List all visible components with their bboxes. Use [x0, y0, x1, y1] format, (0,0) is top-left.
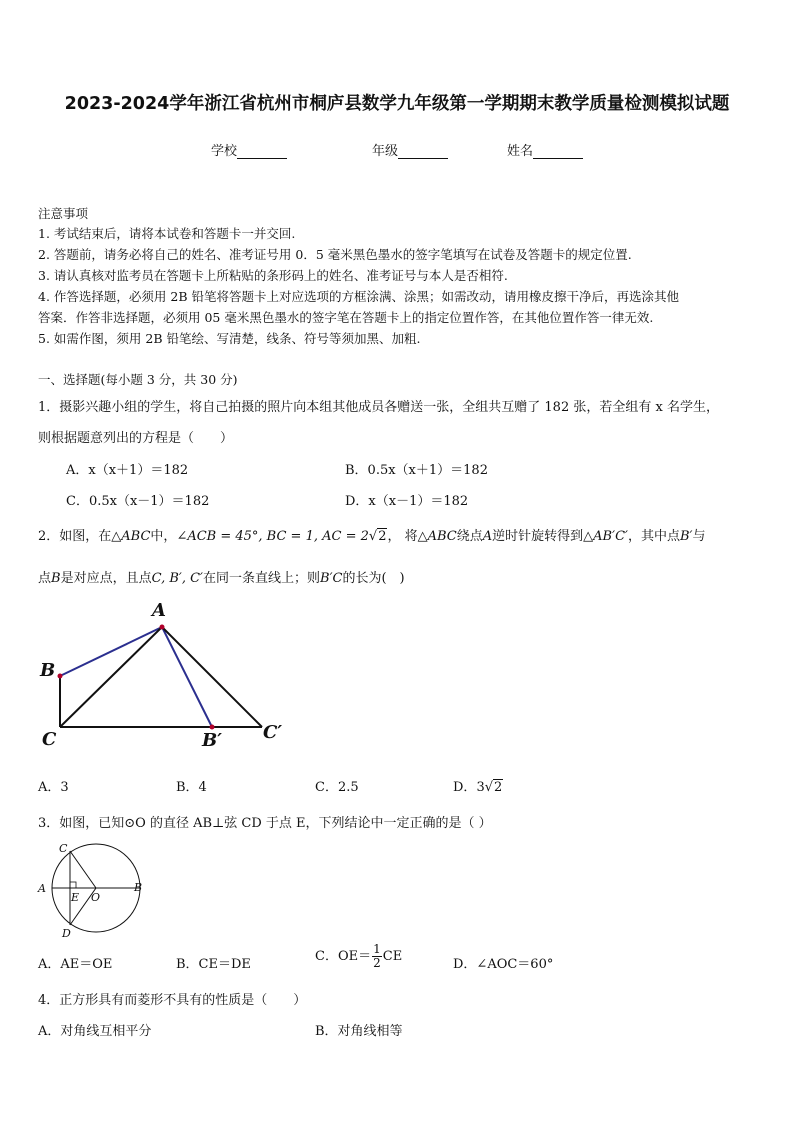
point-a: [160, 625, 165, 630]
grade-label: 年级: [372, 144, 399, 159]
q4-stem: 4．正方形具有而菱形不具有的性质是（ ）: [38, 993, 307, 1008]
q2-option-a[interactable]: A．3: [38, 780, 69, 795]
right-angle-mark: [70, 882, 76, 888]
q3-option-c-fraction: $\frac{1}{2}$: [373, 942, 381, 970]
notice-item: 1. 考试结束后，请将本试卷和答题卡一并交回.: [38, 226, 296, 241]
q2-math: △ABC: [111, 529, 151, 544]
q2-triangle-figure: [30, 598, 300, 753]
q2-stem-line1: [38, 525, 706, 544]
q2-option-d[interactable]: [453, 776, 503, 795]
q2-math: △ABC: [417, 529, 457, 544]
q2-text: 的长为( ): [342, 571, 405, 586]
q3-option-b[interactable]: B．CE＝DE: [176, 957, 251, 972]
q2-sqrt: √2: [368, 529, 387, 544]
segment-ab1: [162, 627, 212, 727]
q2-text: 点: [38, 571, 52, 586]
name-blank[interactable]: [533, 146, 583, 159]
q2-math: B′: [679, 529, 693, 544]
q2-math: B: [51, 571, 61, 586]
label-c: C: [42, 729, 57, 750]
label-o: O: [91, 891, 101, 904]
q2-text: 在同一条直线上；则: [203, 571, 321, 586]
school-label: 学校: [211, 144, 238, 159]
q3-option-c-suffix: CE: [382, 949, 403, 964]
q2-text: 2．如图，在: [38, 529, 112, 544]
q2-text: 绕点: [456, 529, 483, 544]
q1-option-d[interactable]: D．x（x－1）＝182: [345, 494, 469, 509]
point-b: [58, 674, 63, 679]
q3-option-a[interactable]: A．AE＝OE: [38, 957, 113, 972]
name-label: 姓名: [507, 144, 534, 159]
name-field[interactable]: [507, 140, 583, 159]
q2-text: ，其中点: [627, 529, 680, 544]
label-c: C: [59, 842, 68, 855]
q2-math: △AB′C′: [583, 529, 628, 544]
notice-item: 答案．作答非选择题，必须用 05 毫米黑色墨水的签字笔在答题卡上的指定位置作答，在其他位置作答一律无效.: [38, 310, 654, 325]
q3-stem: 3．如图，已知⊙O 的直径 AB⊥弦 CD 于点 E，下列结论中一定正确的是（ ）: [38, 816, 492, 831]
notice-item: 3. 请认真核对监考员在答题卡上所粘贴的条形码上的姓名、准考证号与本人是否相符.: [38, 268, 508, 283]
segment-ac: [60, 627, 162, 727]
q1-stem-line1: 1．摄影兴趣小组的学生，将自己拍摄的照片向本组其他成员各赠送一张，全组共互赠了 182 张，若全组有 x 名学生，: [38, 400, 719, 415]
q2-option-b[interactable]: B．4: [176, 780, 207, 795]
segment-ac1: [162, 627, 262, 727]
label-b1: B′: [202, 730, 222, 751]
q3-circle-figure: [34, 840, 152, 940]
label-a: A: [38, 882, 46, 895]
notice-heading: 注意事项: [38, 206, 89, 221]
q2-math: B′C: [320, 571, 343, 586]
q4-option-b[interactable]: B．对角线相等: [315, 1024, 403, 1039]
q2-option-c[interactable]: C．2.5: [315, 780, 359, 795]
label-d: D: [62, 927, 71, 940]
q2-option-d-coef: 3: [476, 780, 485, 795]
label-c1: C′: [263, 722, 283, 743]
q2-math: A: [482, 529, 493, 544]
q2-text: 与: [692, 529, 706, 544]
label-b: B: [40, 660, 56, 681]
q2-text: 逆时针旋转得到: [492, 529, 584, 544]
label-b: B: [134, 881, 143, 894]
notice-item: 4. 作答选择题，必须用 2B 铅笔将答题卡上对应选项的方框涂满、涂黑；如需改动，请用橡皮擦干净后，再选涂其他: [38, 289, 679, 304]
q3-option-c-prefix: C．OE＝: [315, 949, 372, 964]
grade-blank[interactable]: [398, 146, 448, 159]
notice-item: 2. 答题前，请务必将自己的姓名、准考证号用 0．5 毫米黑色墨水的签字笔填写在试卷及答题卡的规定位置.: [38, 247, 632, 262]
q3-option-c[interactable]: [315, 943, 402, 970]
segment-ab: [60, 627, 162, 676]
label-a: A: [152, 600, 166, 621]
school-field[interactable]: [211, 140, 287, 159]
grade-field[interactable]: [372, 140, 448, 159]
section-heading: 一、选择题(每小题 3 分，共 30 分): [38, 372, 238, 387]
q1-option-c[interactable]: C．0.5x（x－1）＝182: [66, 494, 210, 509]
q2-math: ∠ACB = 45°, BC = 1, AC = 2: [176, 529, 369, 544]
q2-option-d-sqrt: √2: [484, 780, 503, 795]
q2-text: ， 将: [387, 529, 418, 544]
label-e: E: [71, 891, 80, 904]
q2-text: 是对应点，且点: [60, 571, 152, 586]
segment-oc: [70, 851, 96, 888]
page-title: 2023-2024学年浙江省杭州市桐庐县数学九年级第一学期期末教学质量检测模拟试题: [64, 94, 730, 114]
q4-option-a[interactable]: A．对角线互相平分: [38, 1024, 152, 1039]
q1-option-b[interactable]: B．0.5x（x＋1）＝182: [345, 463, 488, 478]
q2-math: C, B′, C′: [151, 571, 204, 586]
q3-option-d[interactable]: D．∠AOC＝60°: [453, 957, 554, 972]
q1-option-a[interactable]: A．x（x＋1）＝182: [66, 463, 189, 478]
q2-stem-line2: [38, 567, 405, 586]
notice-item: 5. 如需作图，须用 2B 铅笔绘、写清楚，线条、符号等须加黑、加粗.: [38, 331, 421, 346]
school-blank[interactable]: [237, 146, 287, 159]
q2-text: 中，: [150, 529, 177, 544]
point-b1: [210, 725, 215, 730]
q1-stem-line2: 则根据题意列出的方程是（ ）: [38, 431, 234, 446]
q2-option-d-prefix: D．: [453, 780, 477, 795]
